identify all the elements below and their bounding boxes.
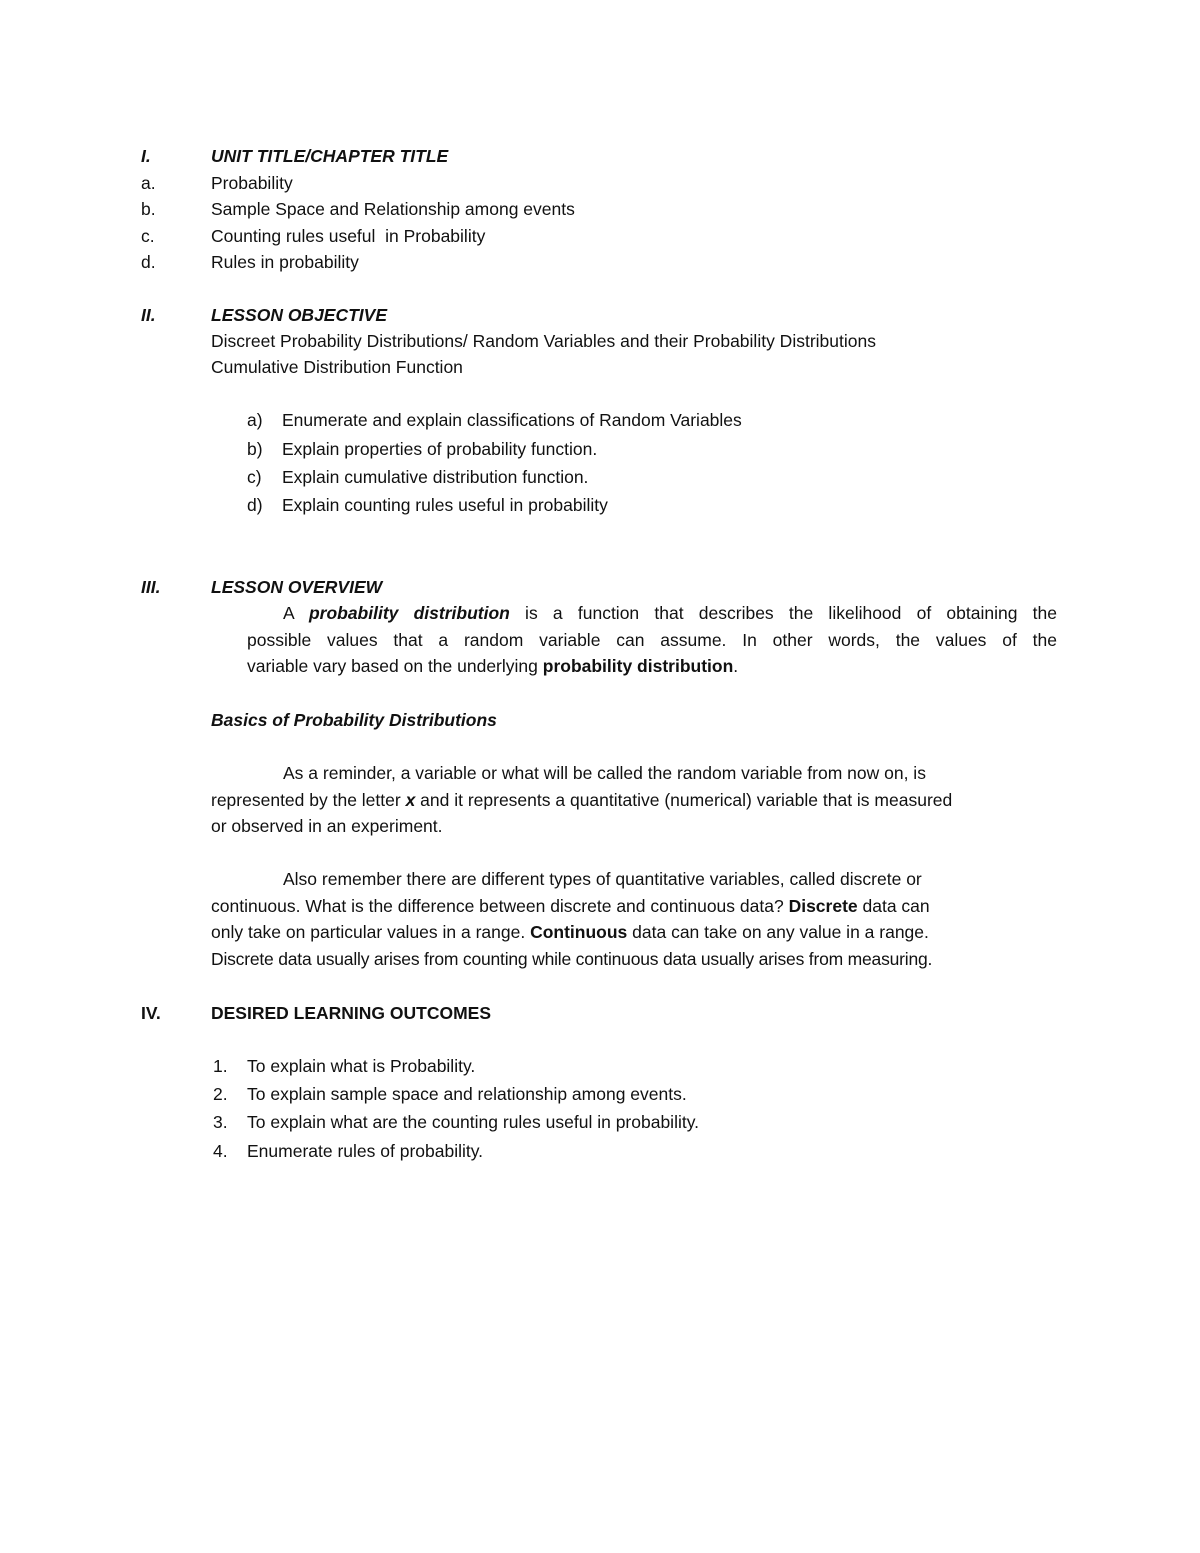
term-probability-distribution: probability distribution xyxy=(308,603,510,623)
variable-x: x xyxy=(405,790,416,810)
list-item: Counting rules useful in Probability xyxy=(211,226,486,246)
paragraph-line: Also remember there are different types of quantitative variables, called discrete or xyxy=(283,869,922,889)
section-4-numeral: IV. xyxy=(141,1003,161,1023)
paragraph-line: Discrete data usually arises from counting while continuous data usually arises from measuring. xyxy=(211,949,933,969)
list-marker: c. xyxy=(141,226,155,246)
section-3-heading: LESSON OVERVIEW xyxy=(211,577,383,597)
list-item: Explain cumulative distribution function. xyxy=(282,467,589,487)
list-marker: 3. xyxy=(213,1112,228,1132)
list-marker: 2. xyxy=(213,1084,228,1104)
list-marker: a) xyxy=(247,410,263,430)
list-item: Enumerate and explain classifications of Random Variables xyxy=(282,410,742,430)
overview-line: variable vary based on the underlying probability distribution. xyxy=(247,656,739,676)
list-marker: d. xyxy=(141,252,156,272)
list-marker: d) xyxy=(247,495,263,515)
section-2-heading: LESSON OBJECTIVE xyxy=(211,305,388,325)
list-item: Explain counting rules useful in probability xyxy=(282,495,608,515)
list-marker: 1. xyxy=(213,1056,228,1076)
term-probability-distribution: probability distribution xyxy=(542,656,734,676)
list-item: To explain what are the counting rules useful in probability. xyxy=(247,1112,700,1132)
list-item: To explain what is Probability. xyxy=(247,1056,476,1076)
objective-line: Cumulative Distribution Function xyxy=(211,357,463,377)
list-marker: c) xyxy=(247,467,262,487)
list-item: Enumerate rules of probability. xyxy=(247,1141,484,1161)
list-marker: b) xyxy=(247,439,263,459)
section-1-heading: UNIT TITLE/CHAPTER TITLE xyxy=(211,146,449,166)
list-item: Rules in probability xyxy=(211,252,359,272)
term-discrete: Discrete xyxy=(788,896,858,916)
list-item: To explain sample space and relationship among events. xyxy=(247,1084,687,1104)
paragraph-line: or observed in an experiment. xyxy=(211,816,443,836)
section-3-numeral: III. xyxy=(141,577,161,597)
subheading: Basics of Probability Distributions xyxy=(211,710,497,730)
paragraph-line: As a reminder, a variable or what will be called the random variable from now on, is xyxy=(283,763,926,783)
overview-line: A probability distribution is a function that describes the likelihood of obtaining the xyxy=(283,603,1058,623)
paragraph-line: only take on particular values in a range. Continuous data can take on any value in a range. xyxy=(211,922,929,942)
section-2-numeral: II. xyxy=(141,305,156,325)
term-continuous: Continuous xyxy=(530,922,628,942)
list-item: Sample Space and Relationship among events xyxy=(211,199,575,219)
paragraph-line: represented by the letter x and it represents a quantitative (numerical) variable that is measured xyxy=(211,790,953,810)
list-marker: a. xyxy=(141,173,156,193)
list-marker: 4. xyxy=(213,1141,228,1161)
section-4-heading: DESIRED LEARNING OUTCOMES xyxy=(211,1003,492,1023)
list-item: Probability xyxy=(211,173,293,193)
overview-line: possible values that a random variable can assume. In other words, the values of the xyxy=(247,630,1057,650)
section-1-numeral: I. xyxy=(141,146,151,166)
paragraph-line: continuous. What is the difference between discrete and continuous data? Discrete data can xyxy=(211,896,930,916)
list-item: Explain properties of probability function. xyxy=(282,439,598,459)
objective-line: Discreet Probability Distributions/ Random Variables and their Probability Distributions xyxy=(211,331,876,351)
list-marker: b. xyxy=(141,199,156,219)
